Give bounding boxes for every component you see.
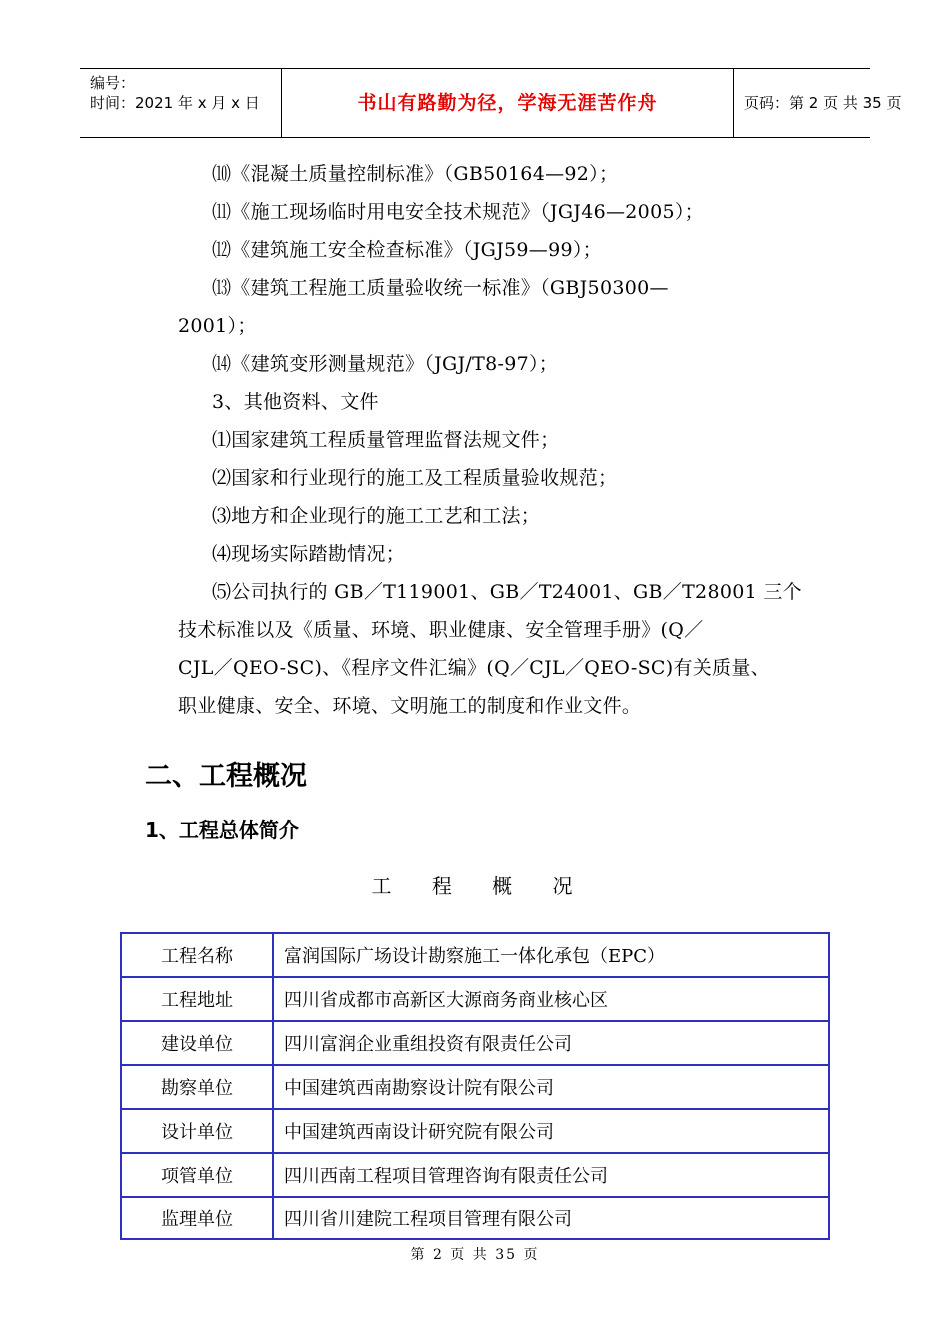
table-value-cell: 四川省成都市高新区大源商务商业核心区 (273, 977, 829, 1021)
table-value-cell: 四川富润企业重组投资有限责任公司 (273, 1021, 829, 1065)
body-line: ⑽《混凝土质量控制标准》（GB50164—92）； (212, 163, 619, 185)
doc-number-label: 编号： (90, 74, 136, 92)
table-caption-char: 概 (492, 874, 519, 898)
body-line: 职业健康、安全、环境、文明施工的制度和作业文件。 (178, 695, 642, 717)
table-row (121, 977, 829, 1021)
table-caption (0, 871, 950, 901)
table-value-cell: 中国建筑西南设计研究院有限公司 (273, 1109, 829, 1153)
body-line: 技术标准以及《质量、环境、职业健康、安全管理手册》(Q／ (178, 619, 704, 641)
table-key-cell: 设计单位 (121, 1109, 273, 1153)
header-page-info: 页码：第 2 页 共 35 页 (744, 94, 902, 112)
body-line: ⑷现场实际踏勘情况； (212, 543, 406, 565)
body-line: ⒀《建筑工程施工质量验收统一标准》（GBJ50300— (212, 277, 669, 299)
page-footer: 第 2 页 共 35 页 (410, 1247, 540, 1263)
table-key-cell: 工程名称 (121, 933, 273, 977)
body-line: ⑶地方和企业现行的施工工艺和工法； (212, 505, 541, 527)
table-row (121, 1065, 829, 1109)
page-header (80, 68, 902, 138)
body-line: ⑸公司执行的 GB／T119001、GB／T24001、GB／T28001 三个 (212, 581, 802, 603)
table-key-cell: 监理单位 (121, 1197, 273, 1239)
body-line: CJL／QEO-SC)、《程序文件汇编》(Q／CJL／QEO-SC)有关质量、 (178, 657, 770, 679)
body-line: 2001）； (178, 315, 257, 337)
header-meta (80, 69, 282, 137)
table-value-cell: 富润国际广场设计勘察施工一体化承包（EPC） (273, 933, 829, 977)
table-caption-char: 程 (431, 874, 458, 898)
table-caption-char: 况 (552, 874, 579, 898)
body-line: ⑴国家建筑工程质量管理监督法规文件； (212, 429, 560, 451)
table-key-cell: 建设单位 (121, 1021, 273, 1065)
body-line: ⒁《建筑变形测量规范》（JGJ/T8-97）； (212, 353, 559, 375)
table-row (121, 1153, 829, 1197)
header-motto: 书山有路勤为径，学海无涯苦作舟 (282, 69, 734, 137)
table-row (121, 1197, 829, 1239)
subsection-title: 1、工程总体简介 (145, 818, 299, 842)
body-line: ⑿《建筑施工安全检查标准》（JGJ59—99）； (212, 239, 602, 261)
table-key-cell: 工程地址 (121, 977, 273, 1021)
table-value-cell: 四川西南工程项目管理咨询有限责任公司 (273, 1153, 829, 1197)
table-row (121, 1109, 829, 1153)
body-line: 3、其他资料、文件 (212, 391, 379, 413)
body-line: ⑾《施工现场临时用电安全技术规范》（JGJ46—2005）； (212, 201, 704, 223)
table-key-cell: 项管单位 (121, 1153, 273, 1197)
section-title: 二、工程概况 (145, 761, 307, 792)
table-caption-char: 工 (371, 874, 398, 898)
body-line: ⑵国家和行业现行的施工及工程质量验收规范； (212, 467, 618, 489)
table-row (121, 933, 829, 977)
project-info-table (120, 932, 830, 1240)
table-key-cell: 勘察单位 (121, 1065, 273, 1109)
table-value-cell: 四川省川建院工程项目管理有限公司 (273, 1197, 829, 1239)
doc-time-label: 时间：2021 年 x 月 x 日 (90, 94, 260, 112)
table-value-cell: 中国建筑西南勘察设计院有限公司 (273, 1065, 829, 1109)
table-row (121, 1021, 829, 1065)
